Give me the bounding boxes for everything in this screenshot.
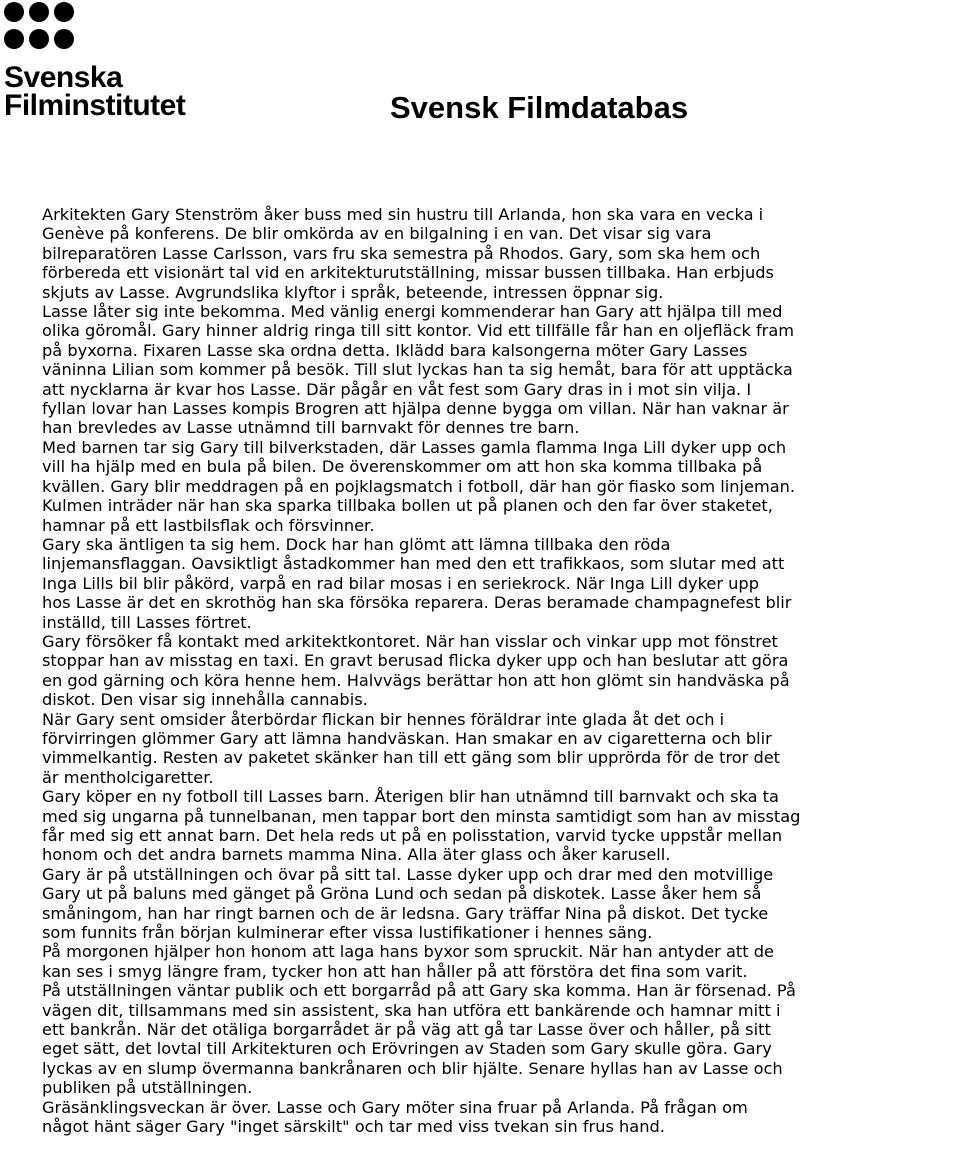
- plot-line: han brevledes av Lasse utnämnd till barnvakt för dennes tre barn.: [42, 418, 580, 438]
- plot-line: Genève på konferens. De blir omkörda av en bilgalning i en van. Det visar sig vara: [42, 224, 712, 244]
- plot-line: att nycklarna är kvar hos Lasse. Där pågår en våt fest som Gary dras in i mot sin vilja. I: [42, 379, 752, 399]
- plot-line: som funnits från början kulminerar efter vissa lustifikationer i hennes säng.: [42, 923, 653, 943]
- logo-wordmark: [4, 61, 186, 122]
- plot-line: När Gary sent omsider återbördar flickan bir hennes föräldrar inte glada åt det och i: [42, 709, 725, 729]
- plot-line: honom och det andra barnets mamma Nina. Alla äter glass och åker karusell.: [42, 845, 671, 865]
- plot-line: inställd, till Lasses förtret.: [42, 612, 252, 632]
- site-title: Svensk Filmdatabas: [390, 90, 689, 125]
- plot-line: På morgonen hjälper hon honom att laga hans byxor som spruckit. När han antyder att de: [42, 942, 774, 962]
- plot-line: Gräsänklingsveckan är över. Lasse och Gary möter sina fruar på Arlanda. På frågan om: [42, 1097, 748, 1117]
- plot-line: publiken på utställningen.: [42, 1078, 253, 1098]
- plot-line: ett bankrån. När det otäliga borgarrådet är på väg att gå tar Lasse över och håller, på sitt: [42, 1020, 771, 1040]
- plot-line: något hänt säger Gary "inget särskilt" och tar med viss tvekan sin frus hand.: [42, 1117, 665, 1137]
- plot-line: lyckas av en slump övermanna bankrånaren och blir hjälte. Senare hyllas han av Lasse och: [42, 1058, 783, 1078]
- plot-line: Med barnen tar sig Gary till bilverkstaden, där Lasses gamla flamma Inga Lill dyker upp och: [42, 437, 787, 457]
- logo-line-1: Svenska: [4, 61, 123, 94]
- plot-summary: [42, 205, 960, 1137]
- plot-line: Lasse låter sig inte bekomma. Med vänlig energi kommenderar han Gary att hjälpa till med: [42, 302, 783, 322]
- plot-line: Gary ska äntligen ta sig hem. Dock har han glömt att lämna tillbaka den röda: [42, 534, 671, 554]
- plot-line: Arkitekten Gary Stenström åker buss med sin hustru till Arlanda, hon ska vara en vecka i: [42, 205, 764, 224]
- plot-line: hos Lasse är det en skrothög han ska försöka reparera. Deras beramade champagnefest blir: [42, 593, 792, 613]
- plot-line: Gary köper en ny fotboll till Lasses barn. Återigen blir han utnämnd till barnvakt och ska ta: [42, 787, 779, 807]
- plot-line: fyllan lovar han Lasses kompis Brogren att hjälpa denne bygga om villan. När han vaknar är: [42, 399, 789, 419]
- plot-line: förbereda ett visionärt tal vid en arkitekturutställning, missar bussen tillbaka. Han erbjuds: [42, 263, 774, 283]
- plot-line: linjemansflaggan. Oavsiktligt åstadkommer han med den ett trafikkaos, som slutar med att: [42, 554, 785, 574]
- plot-line: skjuts av Lasse. Avgrundslika klyftor i språk, beteende, intressen öppnar sig.: [42, 282, 664, 302]
- plot-line: småningom, han har ringt barnen och de är ledsna. Gary träffar Nina på diskot. Det tycke: [42, 903, 769, 923]
- plot-line: bilreparatören Lasse Carlsson, vars fru ska semestra på Rhodos. Gary, som ska hem och: [42, 243, 761, 263]
- plot-line: Gary är på utställningen och övar på sitt tal. Lasse dyker upp och drar med den motvillige: [42, 864, 774, 884]
- svenska-filminstitutet-logo: [4, 2, 204, 126]
- plot-line: Gary ut på baluns med gänget på Gröna Lund och sedan på diskotek. Lasse åker hem så: [42, 884, 762, 904]
- plot-line: väninna Lilian som kommer på besök. Till slut lyckas han ta sig hemåt, bara för att upptäcka: [42, 360, 793, 380]
- plot-line: stoppar han av misstag en taxi. En gravt berusad flicka dyker upp och han beslutar att göra: [42, 651, 789, 671]
- plot-line: diskot. Den visar sig innehålla cannabis.: [42, 690, 368, 710]
- plot-line: hamnar på ett lastbilsflak och försvinner.: [42, 515, 375, 535]
- plot-line: en god gärning och köra henne hem. Halvvägs berättar hon att hon glömt sin handväska på: [42, 670, 790, 690]
- logo-dots-icon: [4, 2, 80, 62]
- plot-line: olika göromål. Gary hinner aldrig ringa till sitt kontor. Vid ett tillfälle får han en oljefläck fram: [42, 321, 795, 341]
- plot-line: är mentholcigaretter.: [42, 767, 214, 787]
- logo-line-2: Filminstitutet: [4, 89, 186, 122]
- plot-line: med sig ungarna på tunnelbanan, men tappar bort den minsta samtidigt som han av misstag: [42, 806, 801, 826]
- plot-line: eget sätt, det lovtal till Arkitekturen och Erövringen av Staden som Gary skulle göra. Gary: [42, 1039, 772, 1059]
- plot-line: vägen dit, tillsammans med sin assistent, ska han utföra ett bankärende och hamnar mitt i: [42, 1000, 781, 1020]
- plot-line: förvirringen glömmer Gary att lämna handväskan. Han smakar en av cigaretterna och blir: [42, 728, 772, 748]
- plot-line: Kulmen inträder när han ska sparka tillbaka bollen ut på planen och den far över staketet,: [42, 496, 773, 516]
- plot-line: På utställningen väntar publik och ett borgarråd på att Gary ska komma. Han är försenad. På: [42, 981, 796, 1001]
- plot-line: Inga Lills bil blir påkörd, varpå en rad bilar mosas i en seriekrock. När Inga Lill dyker upp: [42, 573, 759, 593]
- plot-line: Gary försöker få kontakt med arkitektkontoret. När han visslar och vinkar upp mot fönstret: [42, 631, 778, 651]
- plot-line: kvällen. Gary blir meddragen på en pojklagsmatch i fotboll, där han gör fiasko som linjeman.: [42, 476, 796, 496]
- plot-line: vimmelkantig. Resten av paketet skänker han till ett gäng som blir upprörda för de tror det: [42, 748, 781, 768]
- plot-line: kan ses i smyg längre fram, tycker hon att han håller på att förstöra det fina som varit.: [42, 961, 748, 981]
- plot-line: får med sig ett annat barn. Det hela reds ut på en polisstation, varvid tycke uppstår mellan: [42, 826, 783, 845]
- plot-line: på byxorna. Fixaren Lasse ska ordna detta. Iklädd bara kalsongerna möter Gary Lasses: [42, 340, 748, 360]
- plot-line: vill ha hjälp med en bula på bilen. De överenskommer om att hon ska komma tillbaka på: [42, 457, 763, 477]
